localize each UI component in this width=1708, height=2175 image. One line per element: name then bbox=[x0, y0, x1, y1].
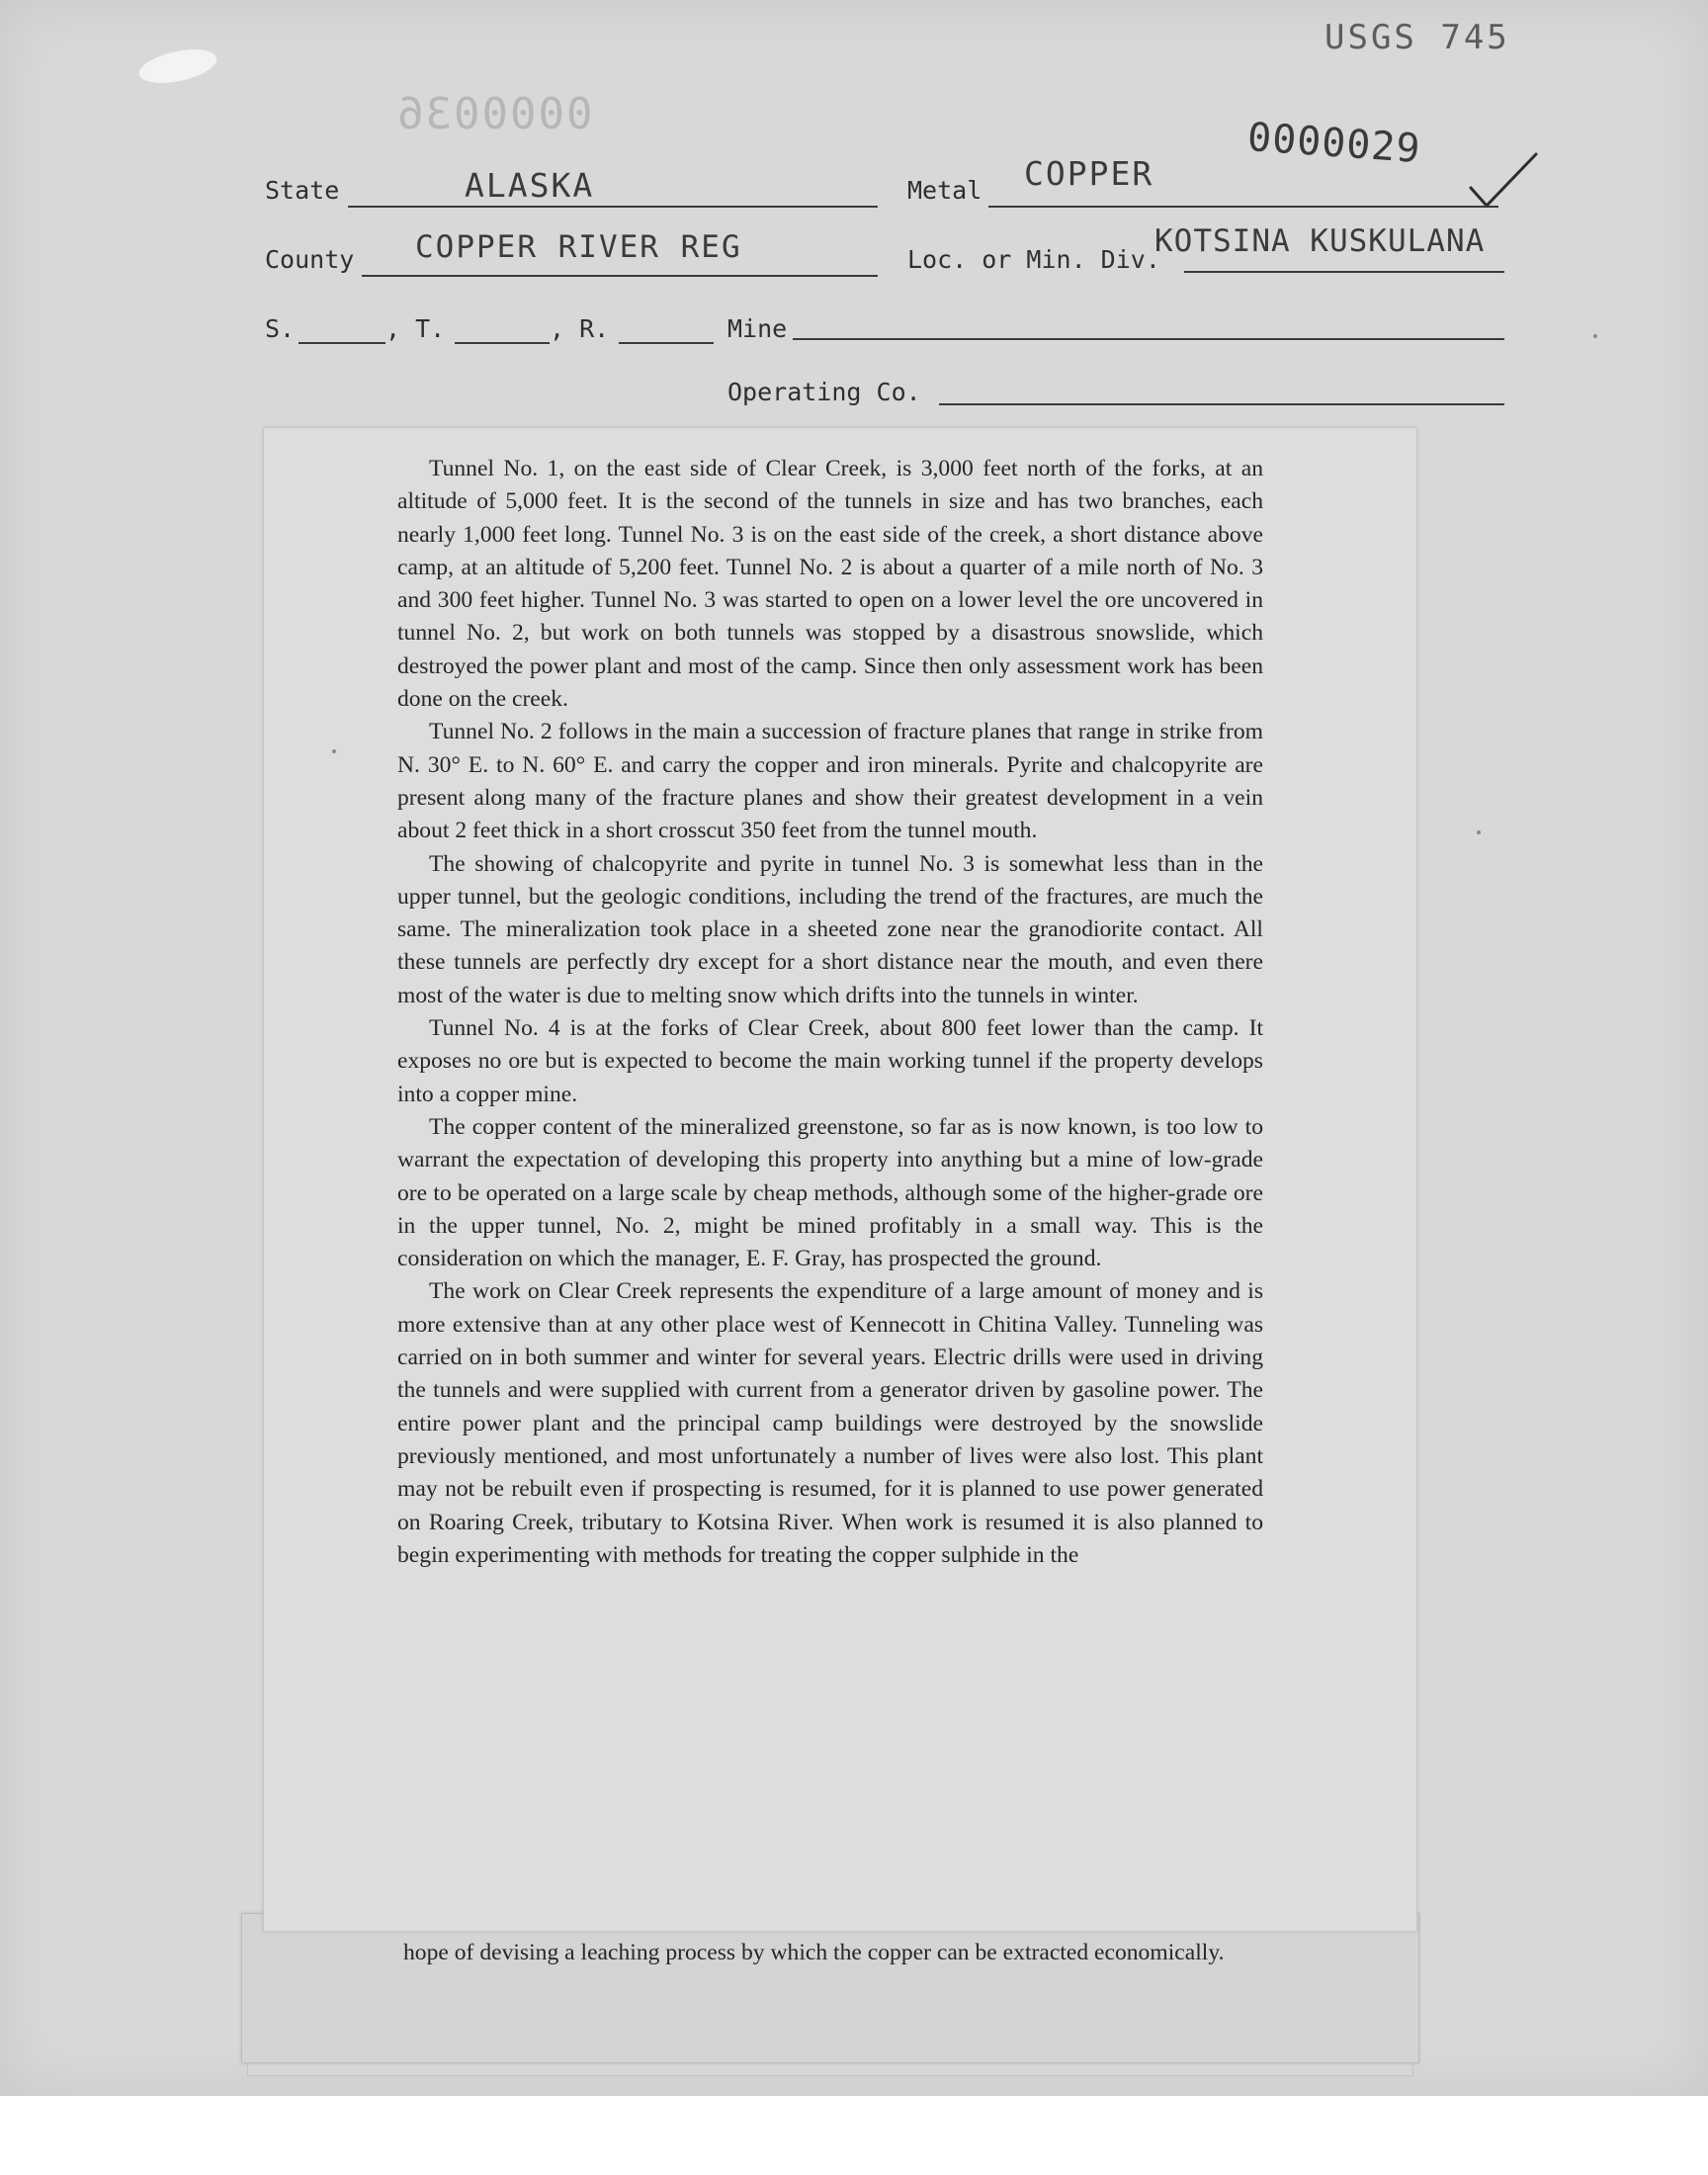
state-label: State bbox=[265, 176, 340, 205]
loc-rule bbox=[1184, 271, 1504, 273]
mine-rule bbox=[793, 338, 1504, 340]
metal-rule bbox=[988, 206, 1498, 208]
paragraph: Tunnel No. 4 is at the forks of Clear Creek, about 800 feet lower than the camp. It exposes no ore but is expected to become the main working tunnel if the property develops into a copper mine. bbox=[397, 1015, 1263, 1107]
speck bbox=[1477, 830, 1481, 834]
township-rule bbox=[455, 342, 550, 344]
loc-value: KOTSINA KUSKULANA bbox=[1154, 223, 1486, 259]
township-label: , T. bbox=[385, 314, 446, 343]
paragraph: hope of devising a leaching process by which the copper can be extracted economically. bbox=[403, 1940, 1225, 1965]
range-rule bbox=[619, 342, 714, 344]
speck bbox=[332, 749, 336, 753]
range-label: , R. bbox=[550, 314, 610, 343]
metal-label: Metal bbox=[907, 176, 982, 205]
operating-co-rule bbox=[939, 403, 1504, 405]
document-code: USGS 745 bbox=[1324, 18, 1510, 57]
mine-label: Mine bbox=[727, 314, 788, 343]
clipping-text bbox=[397, 453, 1263, 1572]
loc-label: Loc. or Min. Div. bbox=[907, 245, 1160, 274]
paper-clipping-continuation bbox=[241, 1913, 1419, 2063]
faint-mirrored-number: 0000036 bbox=[395, 89, 593, 139]
paragraph: Tunnel No. 2 follows in the main a succession of fracture planes that range in strike from N. 30° E. to N. 60° E. and carry the copper and iron minerals. Pyrite and chalcopyrite are present along many of the fracture planes and show their greatest development in a vein about 2 feet thick in a short crosscut 350 feet from the tunnel mouth. bbox=[397, 719, 1263, 844]
county-label: County bbox=[265, 245, 355, 274]
operating-co-label: Operating Co. bbox=[727, 378, 921, 406]
metal-value: COPPER bbox=[1024, 154, 1154, 193]
county-value: COPPER RIVER REG bbox=[415, 229, 742, 265]
paragraph: Tunnel No. 1, on the east side of Clear Creek, is 3,000 feet north of the forks, at an altitude of 5,000 feet. It is the second of the tunnels in size and has two branches, each nearly 1,000 feet long. Tunnel No. 3 is on the east side of the creek, a short distance above camp, at an altitude of 5,200 feet. Tunnel No. 2 is about a quarter of a mile north of No. 3 and 300 feet higher. Tunnel No. 3 was started to open on a lower level the ore uncovered in tunnel No. 2, but work on both tunnels was stopped by a disastrous snowslide, which destroyed the power plant and most of the camp. Since then only assessment work has been done on the creek. bbox=[397, 456, 1263, 713]
stamp-number: 0000029 bbox=[1245, 114, 1422, 173]
paragraph: The showing of chalcopyrite and pyrite in tunnel No. 3 is somewhat less than in the upper tunnel, but the geologic conditions, including the trend of the fractures, are much the same. The mineralization took place in a sheeted zone near the granodiorite contact. All these tunnels are perfectly dry except for a short distance near the mouth, and even there most of the water is due to melting snow which drifts into the tunnels in winter. bbox=[397, 850, 1263, 1008]
section-label: S. bbox=[265, 314, 296, 343]
state-value: ALASKA bbox=[465, 166, 595, 205]
continuation-text bbox=[403, 1937, 1269, 1969]
paragraph: The work on Clear Creek represents the expenditure of a large amount of money and is more extensive than at any other place west of Kennecott in Chitina Valley. Tunneling was carried on in both summer and winter for several years. Electric drills were used in driving the tunnels and were supplied with current from a generator driven by gasoline power. The entire power plant and the principal camp buildings were destroyed by the snowslide previously mentioned, and most unfortunately a number of lives were also lost. This plant may not be rebuilt even if prospecting is resumed, for it is planned to use power generated on Roaring Creek, tributary to Kotsina River. When work is resumed it is also planned to begin experimenting with methods for treating the copper sulphide in the bbox=[397, 1278, 1263, 1568]
paragraph: The copper content of the mineralized greenstone, so far as is now known, is too low to warrant the expectation of developing this property into anything but a mine of low-grade ore to be operated on a large scale by cheap methods, although some of the higher-grade ore in the upper tunnel, No. 2, might be mined profitably in a small way. This is the consideration on which the manager, E. F. Gray, has prospected the ground. bbox=[397, 1113, 1263, 1272]
county-rule bbox=[362, 275, 878, 277]
section-rule bbox=[299, 342, 385, 344]
speck bbox=[1593, 334, 1597, 338]
state-rule bbox=[348, 206, 878, 208]
